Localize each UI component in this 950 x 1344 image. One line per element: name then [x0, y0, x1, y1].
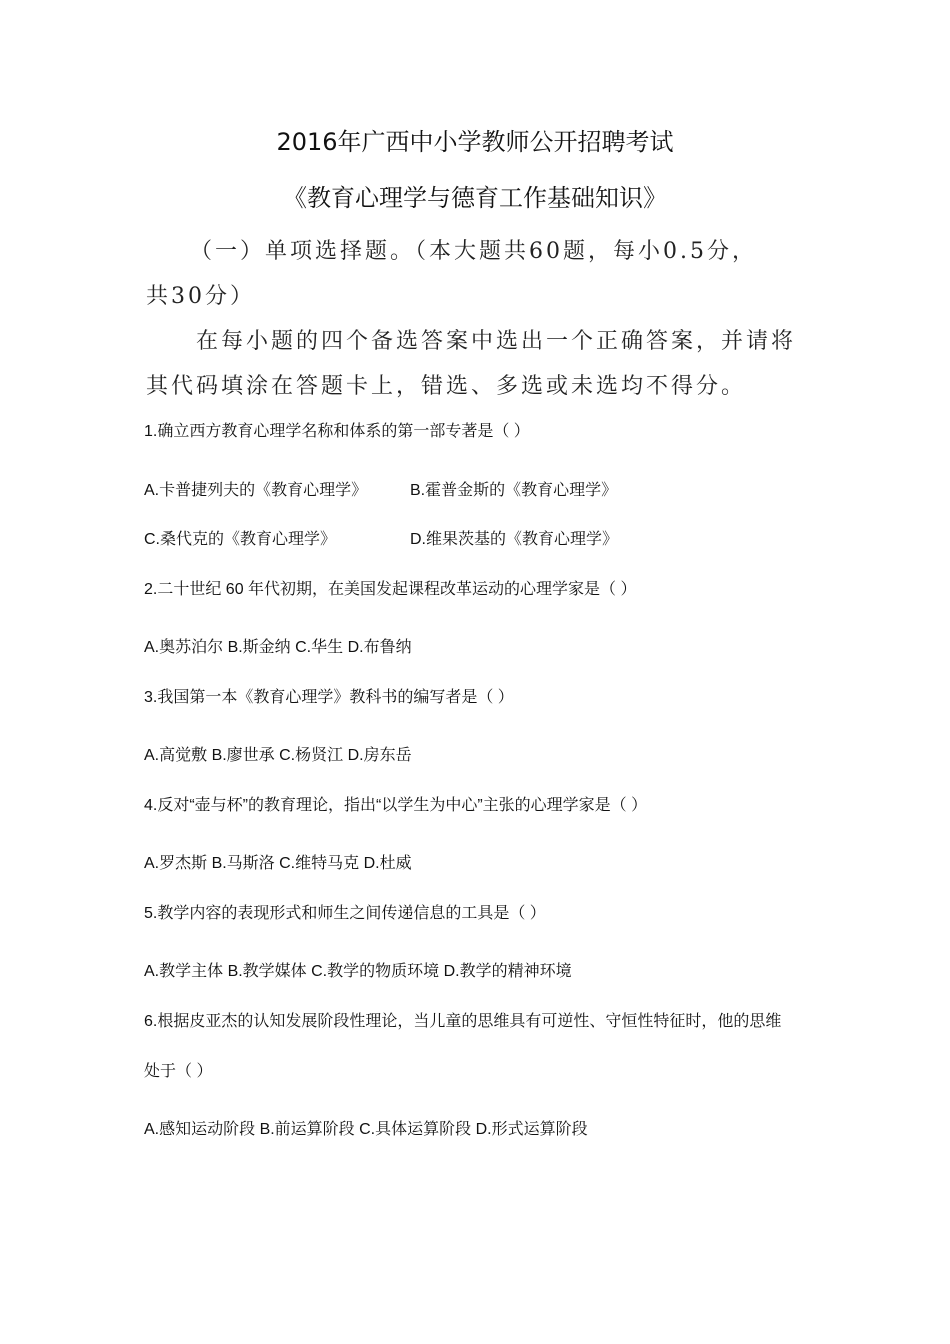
- option-a: A.卡普捷列夫的《教育心理学》: [144, 482, 368, 499]
- question-options: A.教学主体 B.教学媒体 C.教学的物质环境 D.教学的精神环境: [144, 963, 572, 980]
- question-options: A.感知运动阶段 B.前运算阶段 C.具体运算阶段 D.形式运算阶段: [144, 1121, 588, 1138]
- question-stem-cont: 处于（ ）: [144, 1063, 213, 1080]
- exam-subject: 《教育心理学与德育工作基础知识》: [283, 184, 667, 212]
- question-stem: 3.我国第一本《教育心理学》教科书的编写者是（ ）: [144, 689, 514, 706]
- option-c: C.桑代克的《教育心理学》: [144, 531, 337, 548]
- question-options: A.奥苏泊尔 B.斯金纳 C.华生 D.布鲁纳: [144, 639, 412, 656]
- exam-title: 2016年广西中小学教师公开招聘考试: [276, 128, 674, 156]
- option-d: D.维果茨基的《教育心理学》: [410, 531, 619, 548]
- question-options: A.高觉敷 B.廖世承 C.杨贤江 D.房东岳: [144, 747, 412, 764]
- question-stem: 6.根据皮亚杰的认知发展阶段性理论，当儿童的思维具有可逆性、守恒性特征时，他的思维: [144, 1013, 782, 1030]
- section-instruction: 在每小题的四个备选答案中选出一个正确答案，并请将: [196, 329, 797, 354]
- section-instruction-cont: 其代码填涂在答题卡上，错选、多选或未选均不得分。: [146, 374, 747, 399]
- question-stem: 5.教学内容的表现形式和师生之间传递信息的工具是（ ）: [144, 905, 546, 922]
- question-stem: 1.确立西方教育心理学名称和体系的第一部专著是（ ）: [144, 423, 530, 440]
- section-heading: （一）单项选择题。（本大题共60题，每小0.5分，: [190, 239, 757, 264]
- question-stem: 2.二十世纪 60 年代初期，在美国发起课程改革运动的心理学家是（ ）: [144, 581, 637, 598]
- option-b: B.霍普金斯的《教育心理学》: [410, 482, 618, 499]
- section-heading-cont: 共30分）: [146, 284, 255, 309]
- question-stem: 4.反对“壶与杯”的教育理论，指出“以学生为中心”主张的心理学家是（ ）: [144, 797, 648, 814]
- question-options: A.罗杰斯 B.马斯洛 C.维特马克 D.杜威: [144, 855, 412, 872]
